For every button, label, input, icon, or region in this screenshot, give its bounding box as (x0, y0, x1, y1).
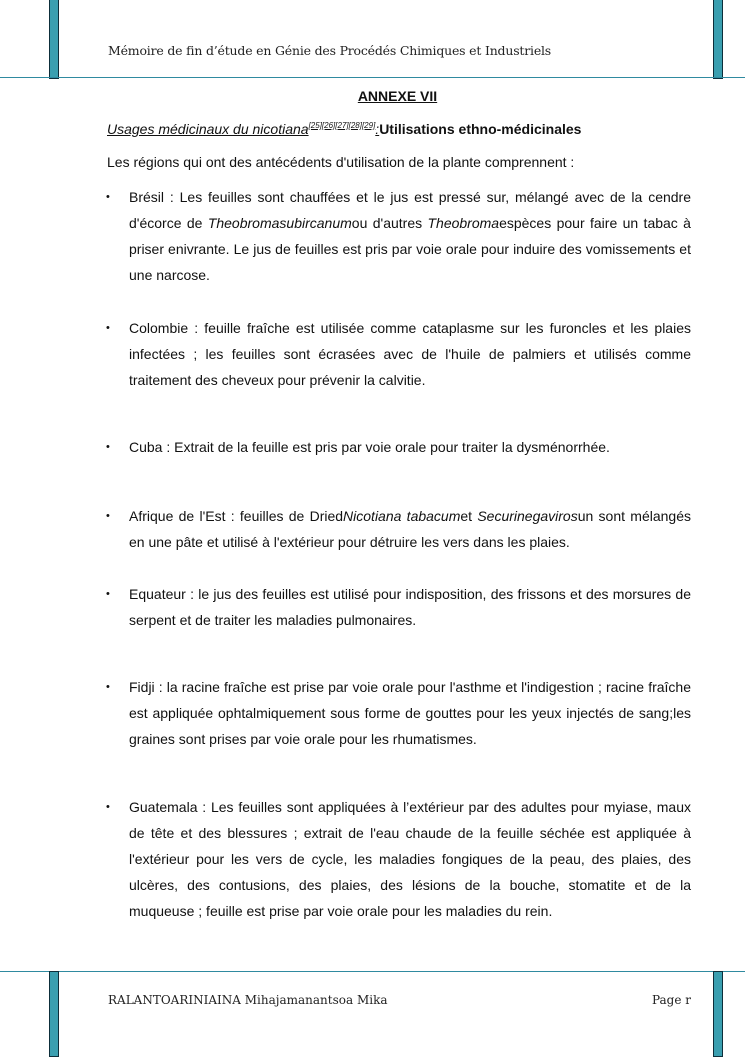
bullet-marker: • (106, 322, 110, 334)
item-text: Colombie : feuille fraîche est utilisée comme cataplasme sur les furoncles et les plaies infectées ; les feuilles sont écrasées avec de l'huile de palmiers et utilisés comme traitement des cheveux pour prévenir la calvitie. (129, 320, 691, 388)
subheading-colon: : (375, 121, 380, 137)
list-item-fidji (129, 674, 691, 752)
item-italic: Theobroma (427, 215, 500, 231)
footer-left-bar (49, 971, 59, 1057)
item-text: Fidji : la racine fraîche est prise par voie orale pour l'asthme et l'indigestion ; racine fraîche est appliquée ophtalmiquement sous forme de gouttes pour les yeux injectés de sang;les graines sont prises par voie orale pour les rhumatismes. (129, 679, 691, 747)
header-rule (0, 77, 745, 78)
bullet-marker: • (106, 441, 110, 453)
list-item-colombie (129, 315, 691, 393)
list-item-guatemala (129, 794, 691, 924)
item-text: Equateur : le jus des feuilles est utilisé pour indisposition, des frissons et des morsures de serpent et de traiter les maladies pulmonaires. (129, 586, 691, 628)
footer-rule (0, 971, 745, 972)
subheading-italic: Usages médicinaux du nicotiana (107, 121, 309, 137)
item-text: Afrique de l'Est : feuilles de Dried (129, 508, 344, 524)
bullet-marker: • (106, 191, 110, 203)
item-text: Brésil : Les feuilles sont chauffées et le jus est pressé sur, mélangé avec de la cendre d'écorce de (129, 189, 691, 231)
item-text: et (460, 508, 478, 524)
footer-author: RALANTOARINIAINA Mihajamanantsoa Mika (108, 993, 388, 1007)
subheading-bold: Utilisations ethno-médicinales (379, 121, 582, 137)
item-italic: Nicotiana tabacum (343, 508, 461, 524)
list-item-equateur (129, 581, 691, 633)
subheading-references: [25][26][27][28][29] (308, 121, 376, 130)
bullet-marker: • (106, 510, 110, 522)
header-right-bar (713, 0, 723, 79)
item-text: Cuba : Extrait de la feuille est pris par voie orale pour traiter la dysménorrhée. (129, 439, 610, 455)
item-text: Guatemala : Les feuilles sont appliquées à l’extérieur par des adultes pour myiase, maux de tête et des blessures ; extrait de l'eau chaude de la feuille séchée est appliquée à l'extérieur pour les vers de cycle, les maladies fongiques de la peau, des plaies, des ulcères, des contusions, des plaies, des lésions de la bouche, stomatite et de la muqueuse ; feuille est prise par voie orale pour les maladies du rein. (129, 799, 691, 919)
item-italic: Securinegaviros (477, 508, 578, 524)
annex-title: ANNEXE VII (357, 88, 438, 104)
item-text: espèces pour faire un tabac à priser enivrante. Le jus de feuilles est pris par voie orale pour induire des vomissements et une narcose. (129, 215, 691, 283)
item-italic: Theobromasubircanum (207, 215, 352, 231)
item-text: un sont mélangés en une pâte et utilisé à l'extérieur pour détruire les vers dans les plaies. (129, 508, 691, 550)
intro-paragraph: Les régions qui ont des antécédents d'utilisation de la plante comprennent : (107, 154, 575, 170)
item-text: ou d'autres (351, 215, 428, 231)
header-left-bar (49, 0, 59, 79)
bullet-marker: • (106, 588, 110, 600)
section-subheading (107, 121, 581, 137)
list-item-afrique-est (129, 503, 691, 555)
bullet-marker: • (106, 681, 110, 693)
header-title: Mémoire de fin d’étude en Génie des Procédés Chimiques et Industriels (108, 43, 552, 58)
bullet-marker: • (106, 801, 110, 813)
list-item-cuba (129, 434, 691, 460)
list-item-bresil (129, 184, 691, 288)
footer-page-number: Page r (651, 993, 691, 1007)
footer-right-bar (713, 971, 723, 1057)
